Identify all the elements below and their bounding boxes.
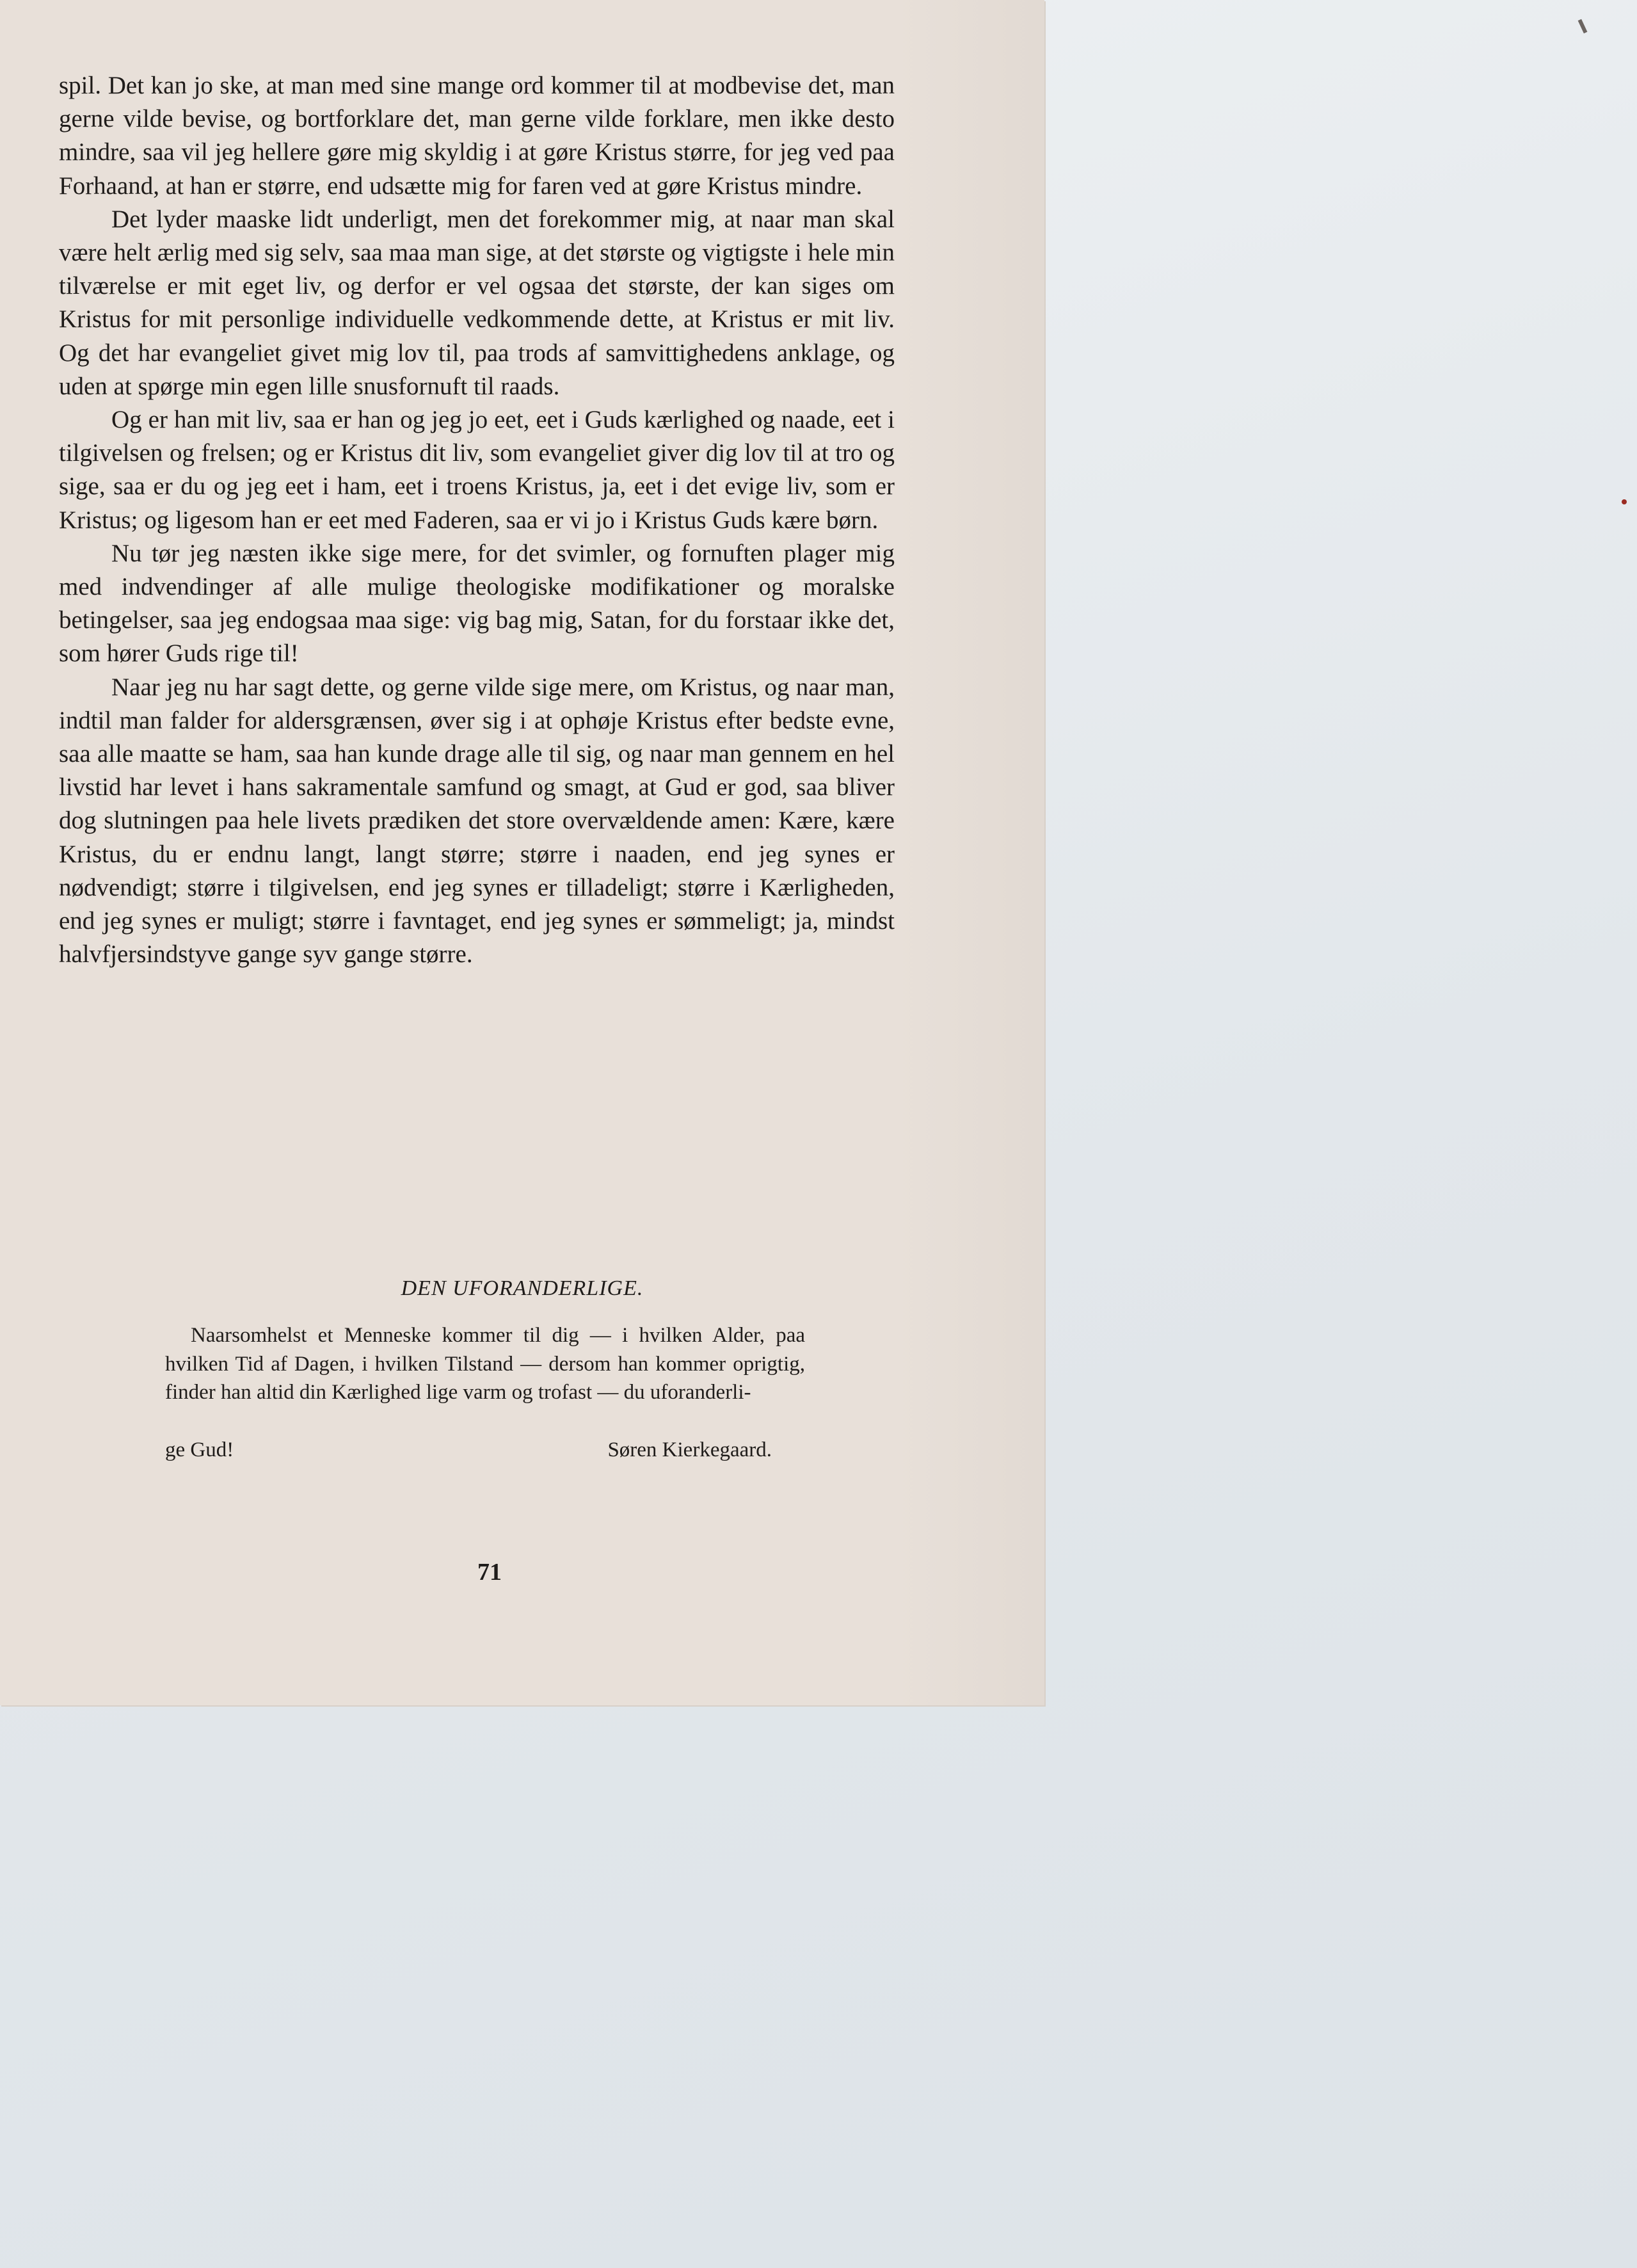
paragraph: Og er han mit liv, saa er han og jeg jo eet, eet i Guds kærlighed og naade, eet i tilgivelsen og frelsen; og er Kristus dit liv, som evangeliet giver dig lov til at tro og sige, saa er du og jeg eet i ham, eet i troens Kristus, ja, eet i det evige liv, som er Kristus; og ligesom han er eet med Faderen, saa er vi jo i Kristus Guds kære børn. [59,406,895,534]
quote-closing-line [165,1436,805,1465]
paragraph: spil. Det kan jo ske, at man med sine mange ord kommer til at modbevise det, man gerne vilde bevise, og bortforklare det, man gerne vilde forklare, men ikke desto mindre, saa vil jeg hellere gøre mig skyldig i at gøre Kristus større, for jeg ved paa Forhaand, at han er større, end udsætte mig for faren ved at gøre Kristus mindre. [59,72,895,200]
page-number: 71 [477,1559,502,1586]
scan-speck [1622,499,1627,504]
quote-text: Naarsomhelst et Menneske kommer til dig — i hvilken Alder, paa hvilken Tid af Dagen, i hvilken Tilstand — dersom han kommer oprigtig, finder han altid din Kærlighed lige varm og trofast — du uforanderli- [165,1324,805,1404]
paragraph: Det lyder maaske lidt underligt, men det forekommer mig, at naar man skal være helt ærlig med sig selv, saa maa man sige, at det største og vigtigste i hele min tilværelse er mit eget liv, og derfor er vel ogsaa det største, der kan siges om Kristus for mit personlige individuelle vedkommende dette, at Kristus er mit liv. Og det har evangeliet givet mig lov til, paa trods af samvittighedens anklage, og uden at spørge min egen lille snusfornuft til raads. [59,205,895,400]
paragraph: Nu tør jeg næsten ikke sige mere, for det svimler, og fornuften plager mig med indvendinger af alle mulige theologiske modifikationer og moralske betingelser, saa jeg endogsaa maa sige: vig bag mig, Satan, for du forstaar ikke det, som hører Guds rige til! [59,539,895,668]
main-text [59,69,895,971]
book-page [0,0,1044,1705]
quote-title: DEN UFORANDERLIGE. [401,1276,644,1300]
quote-author: Søren Kierkegaard. [607,1438,772,1461]
page-shadow [896,0,1044,1705]
paragraph: Naar jeg nu har sagt dette, og gerne vilde sige mere, om Kristus, og naar man, indtil man falder for aldersgrænsen, øver sig i at ophøje Kristus efter bedste evne, saa alle maatte se ham, saa han kunde drage alle til sig, og naar man gennem en hel livstid har levet i hans sakramentale samfund og smagt, at Gud er god, saa bliver dog slutningen paa hele livets prædiken det store overvældende amen: Kære, kære Kristus, du er endnu langt, langt større; større i naaden, end jeg synes er nødvendigt; større i tilgivelsen, end jeg synes er tilladeligt; større i Kærligheden, end jeg synes er muligt; større i favntaget, end jeg synes er sømmeligt; ja, mindst halvfjersindstyve gange syv gange større. [59,673,895,969]
quote-last-words: ge Gud! [165,1438,234,1461]
